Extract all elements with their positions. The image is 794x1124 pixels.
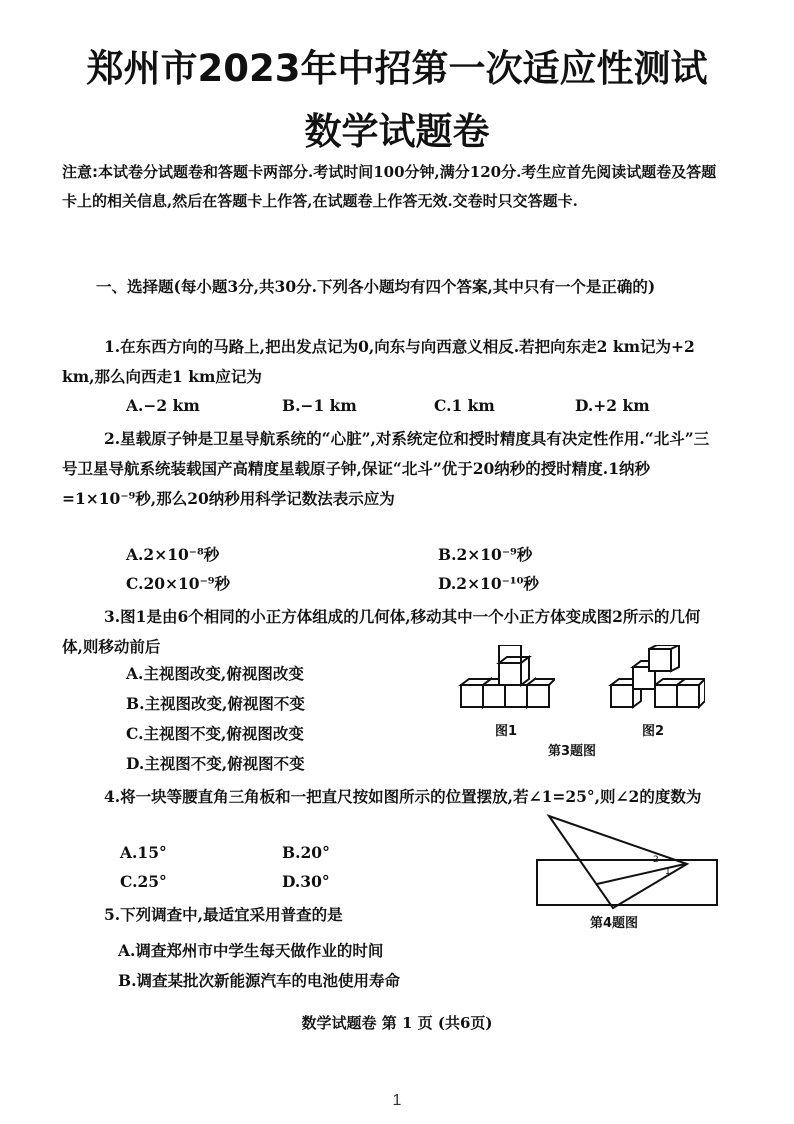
figure-2-label: 图2 [642, 724, 665, 739]
exam-title: 郑州市2023年中招第一次适应性测试 [86, 47, 708, 90]
q1-option-b: B.−1 km [282, 396, 357, 415]
question-2-stem: 2.星载原子钟是卫星导航系统的“心脏”,对系统定位和授时精度具有决定性作用.“北斗”三号卫星导航系统装载国产高精度星载原子钟,保证“北斗”优于20纳秒的授时精度.1纳秒=1×10⁻⁹秒,那么20纳秒用科学记数法表示应为 [62, 429, 710, 508]
question-3-stem: 3.图1是由6个相同的小正方体组成的几何体,移动其中一个小正方体变成图2所示的几何体,则移动前后 [62, 607, 701, 656]
q4-option-a: A.15° [120, 843, 167, 862]
q4-option-b: B.20° [282, 843, 330, 862]
notice-label: 注意: [62, 163, 98, 181]
section-description: (每小题3分,共30分.下列各小题均有四个答案,其中只有一个是正确的) [173, 277, 656, 296]
q3-figure-caption: 第3题图 [548, 744, 597, 759]
q3-option-c: C.主视图不变,俯视图改变 [126, 724, 304, 743]
q1-option-a: A.−2 km [126, 396, 200, 415]
q2-option-a: A.2×10⁻⁸秒 [126, 545, 220, 564]
question-4-stem: 4.将一块等腰直角三角板和一把直尺按如图所示的位置摆放,若∠1=25°,则∠2的度数为 [104, 787, 702, 806]
section-heading [62, 272, 712, 302]
figure-1-cubes [455, 645, 555, 715]
q4-figure-caption: 第4题图 [590, 916, 639, 931]
question-1-stem: 1.在东西方向的马路上,把出发点记为0,向东与向西意义相反.若把向东走2 km记为+2 km,那么向西走1 km应记为 [62, 337, 695, 386]
angle-2-mark: 2 [653, 855, 659, 865]
q3-option-d: D.主视图不变,俯视图不变 [126, 754, 305, 773]
q2-option-d: D.2×10⁻¹⁰秒 [438, 574, 539, 593]
q3-option-b: B.主视图改变,俯视图不变 [126, 694, 305, 713]
q4-option-c: C.25° [120, 872, 167, 891]
q2-option-b: B.2×10⁻⁹秒 [438, 545, 533, 564]
page-number: 1 [392, 1092, 402, 1109]
section-title: 一、选择题 [96, 278, 174, 296]
notice [62, 158, 722, 216]
figure-4-triangle-ruler [525, 812, 725, 912]
figure-2-cubes [605, 645, 705, 715]
q5-option-b: B.调查某批次新能源汽车的电池使用寿命 [118, 971, 400, 990]
notice-text: 本试卷分试题卷和答题卡两部分.考试时间100分钟,满分120分.考生应首先阅读试题卷及答题卡上的相关信息,然后在答题卡上作答,在试题卷上作答无效.交卷时只交答题卡. [62, 163, 717, 210]
q1-option-c: C.1 km [434, 396, 495, 415]
exam-subtitle: 数学试题卷 [304, 110, 490, 153]
page-footer: 数学试题卷 第 1 页 (共6页) [301, 1014, 493, 1032]
question-5-stem: 5.下列调查中,最适宜采用普查的是 [104, 905, 343, 924]
q5-option-a: A.调查郑州市中学生每天做作业的时间 [118, 941, 384, 960]
q1-option-d: D.+2 km [575, 396, 650, 415]
q4-option-d: D.30° [282, 872, 330, 891]
q2-option-c: C.20×10⁻⁹秒 [126, 574, 231, 593]
figure-1-label: 图1 [495, 724, 518, 739]
angle-1-mark: 1 [665, 867, 671, 877]
q3-option-a: A.主视图改变,俯视图改变 [126, 664, 304, 683]
